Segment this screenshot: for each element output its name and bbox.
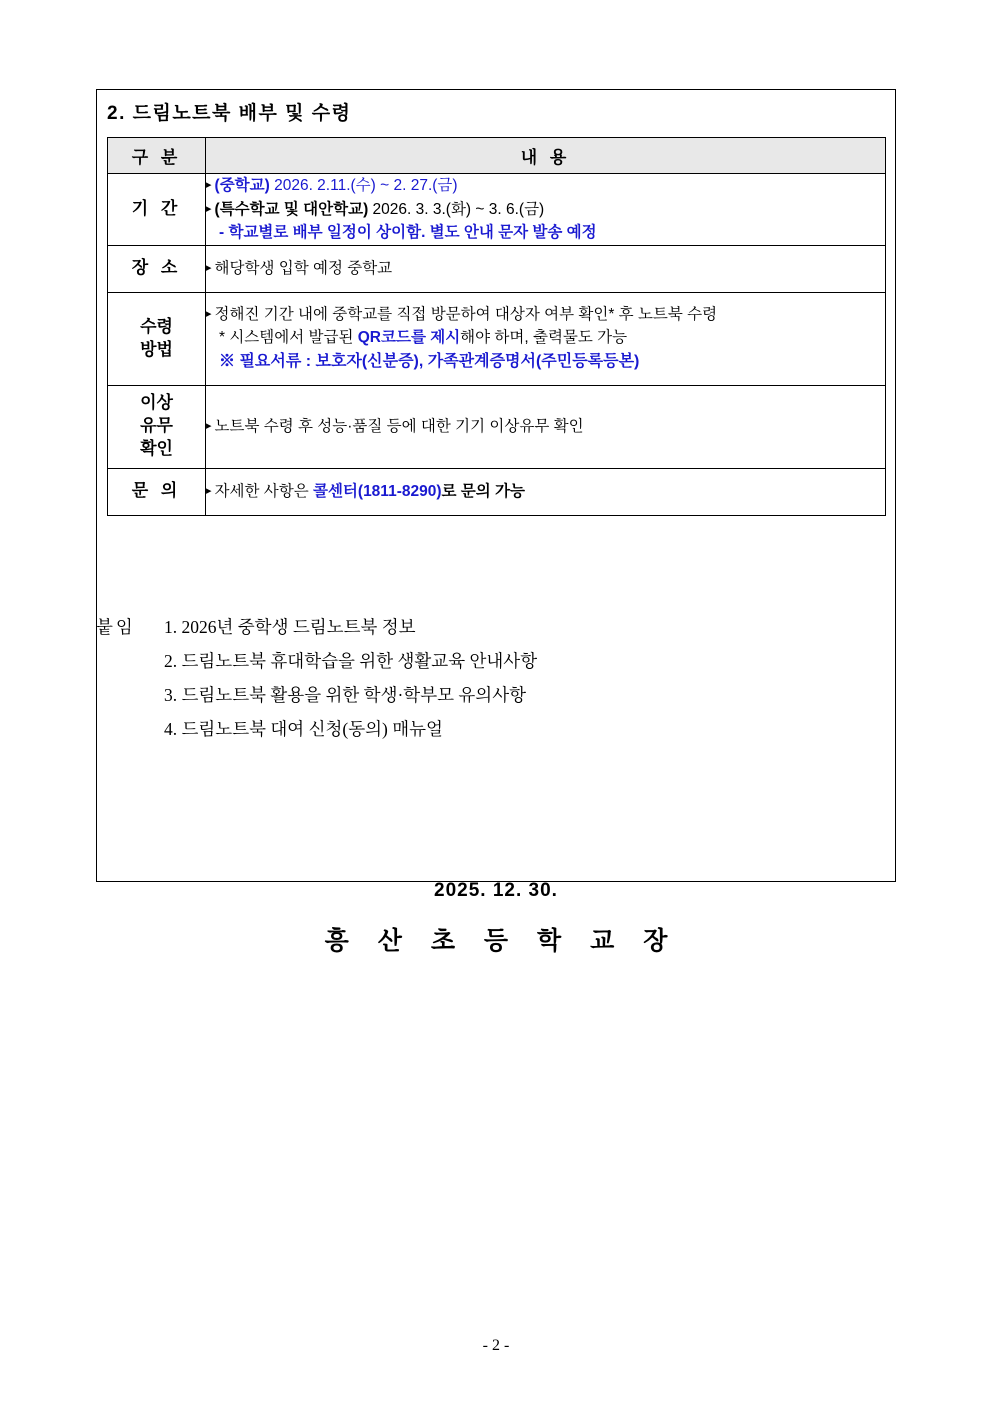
attachment-title: 붙임: [96, 617, 136, 637]
row-content-period: [206, 174, 886, 246]
inquiry-line-1: ▸ 자세한 사항은 콜센터(1811-8290)로 문의 가능: [206, 480, 885, 504]
table-header-row: [108, 138, 886, 174]
row-content-condition-check: [206, 385, 886, 468]
row-label-check-line1: 이상: [140, 393, 173, 413]
check-line-1: ▸ 노트북 수령 후 성능·품질 등에 대한 기기 이상유무 확인: [206, 415, 885, 439]
row-content-inquiry: [206, 468, 886, 515]
distribution-table: [107, 137, 886, 516]
table-row-receiving: [108, 292, 886, 385]
table-row-condition-check: [108, 385, 886, 468]
table-row-place: [108, 245, 886, 292]
attachment-items: [96, 610, 537, 747]
receiving-line-1: ▸ 정해진 기간 내에 중학교를 직접 방문하여 대상자 여부 확인* 후 노트북 수령: [206, 303, 885, 327]
header-content: 내 용: [206, 138, 886, 174]
period-line-2: ▸ (특수학교 및 대안학교) 2026. 3. 3.(화) ~ 3. 6.(금): [206, 198, 885, 222]
period-line-3: - 학교별로 배부 일정이 상이함. 별도 안내 문자 발송 예정: [219, 224, 597, 242]
header-category: 구 분: [108, 138, 206, 174]
row-label-place: 장 소: [108, 245, 206, 292]
list-item: 4. 드림노트북 대여 신청(동의) 매뉴얼: [164, 719, 443, 740]
document-frame: [96, 89, 896, 955]
receiving-line-2: * 시스템에서 발급된 QR코드를 제시해야 하며, 출력물도 가능: [219, 329, 628, 347]
row-content-receiving: [206, 292, 886, 385]
attachment-list: [96, 610, 537, 747]
place-line-1: ▸ 해당학생 입학 예정 중학교: [206, 257, 885, 281]
section-title: 2. 드림노트북 배부 및 수령: [107, 103, 352, 124]
list-item: 2. 드림노트북 휴대학습을 위한 생활교육 안내사항: [164, 651, 538, 672]
row-content-place: [206, 245, 886, 292]
list-item: 3. 드림노트북 활용을 위한 학생·학부모 유의사항: [164, 685, 527, 706]
row-label-check-line3: 확인: [140, 439, 173, 459]
row-label-receiving-line2: 방법: [140, 339, 173, 359]
row-label-period: 기 간: [108, 174, 206, 246]
row-label-receiving: [108, 292, 206, 385]
receiving-line-3: ※ 필요서류 : 보호자(신분증), 가족관계증명서(주민등록등본): [219, 353, 640, 371]
row-label-condition-check: [108, 385, 206, 468]
table-row-period: [108, 174, 886, 246]
table-row-inquiry: [108, 468, 886, 515]
issue-date: 2025. 12. 30.: [434, 880, 558, 901]
page-number: - 2 -: [482, 1337, 510, 1354]
row-label-inquiry: 문 의: [108, 468, 206, 515]
issuer-name: 흥 산 초 등 학 교 장: [324, 927, 679, 955]
period-line-1: ▸ (중학교) 2026. 2.11.(수) ~ 2. 27.(금): [206, 174, 885, 198]
row-label-receiving-line1: 수령: [140, 316, 173, 336]
list-item: 1. 2026년 중학생 드림노트북 정보: [164, 617, 416, 637]
row-label-check-line2: 유무: [140, 416, 173, 436]
